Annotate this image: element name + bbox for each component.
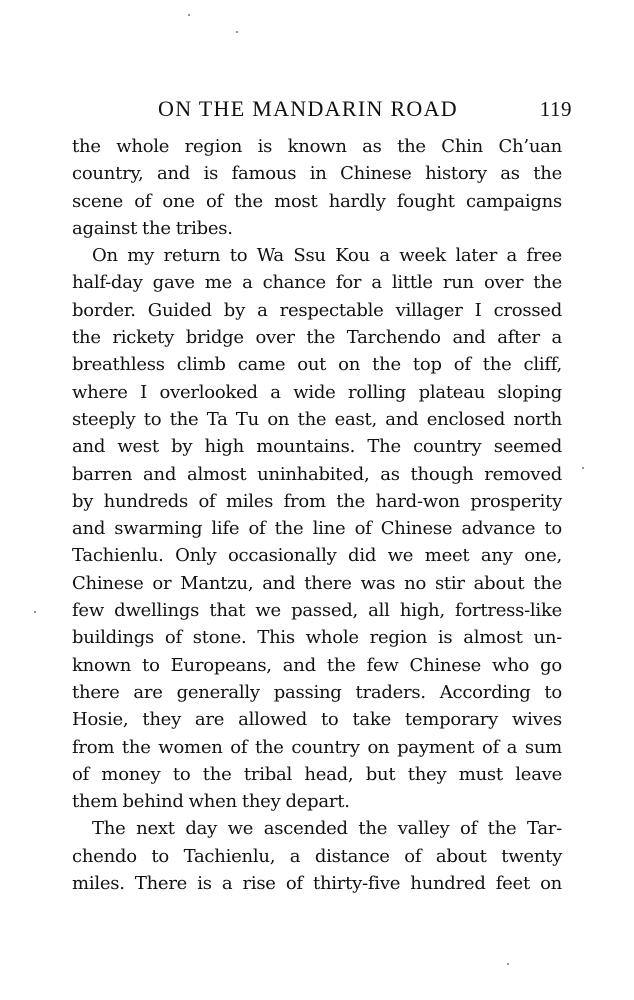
text-line: buildings of stone. This whole region is almost un-: [72, 627, 562, 649]
text-line: Tachienlu. Only occasionally did we meet any one,: [72, 545, 562, 567]
text-line: few dwellings that we passed, all high, fortress-like: [72, 600, 562, 622]
running-header: [72, 94, 572, 124]
text-line: the whole region is known as the Chin Ch’uan: [72, 136, 562, 157]
text-line: against the tribes.: [72, 217, 233, 239]
text-line: chendo to Tachienlu, a distance of about twenty: [72, 845, 562, 867]
print-speck: [582, 467, 584, 469]
text-line: miles. There is a rise of thirty-five hundred feet on: [72, 873, 562, 895]
text-line: Chinese or Mantzu, and there was no stir about the: [72, 572, 562, 594]
text-line: and swarming life of the line of Chinese advance to: [72, 518, 562, 540]
text-line: scene of one of the most hardly fought campaigns: [72, 190, 562, 212]
text-line: barren and almost uninhabited, as though removed: [72, 463, 562, 485]
page-number: 119: [539, 97, 572, 121]
text-line: by hundreds of miles from the hard-won prosperity: [72, 490, 562, 512]
text-line: and west by high mountains. The country seemed: [72, 436, 562, 458]
text-line: country, and is famous in Chinese history as the: [72, 163, 562, 185]
text-line: The next day we ascended the valley of the Tar-: [92, 818, 562, 840]
text-line: breathless climb came out on the top of the cliff,: [72, 354, 562, 376]
text-line: Hosie, they are allowed to take temporary wives: [72, 709, 562, 731]
print-speck: [34, 611, 36, 613]
text-line: of money to the tribal head, but they must leave: [72, 763, 562, 785]
text-line: steeply to the Ta Tu on the east, and enclosed north: [72, 408, 562, 430]
print-speck: [236, 31, 238, 33]
text-line: where I overlooked a wide rolling plateau sloping: [72, 381, 562, 403]
text-line: border. Guided by a respectable villager I crossed: [72, 299, 562, 321]
text-line: from the women of the country on payment of a sum: [72, 736, 562, 758]
text-line: there are generally passing traders. According to: [72, 681, 562, 703]
running-title: ON THE MANDARIN ROAD: [158, 96, 458, 121]
print-speck: [188, 14, 190, 16]
text-line: known to Europeans, and the few Chinese who go: [72, 654, 562, 676]
text-line: the rickety bridge over the Tarchendo and after a: [72, 327, 562, 349]
text-line: them behind when they depart.: [72, 791, 350, 813]
print-speck: [507, 963, 509, 965]
text-line: On my return to Wa Ssu Kou a week later a free: [92, 245, 562, 267]
body-text: [72, 133, 562, 897]
text-line: half-day gave me a chance for a little run over the: [72, 272, 562, 294]
